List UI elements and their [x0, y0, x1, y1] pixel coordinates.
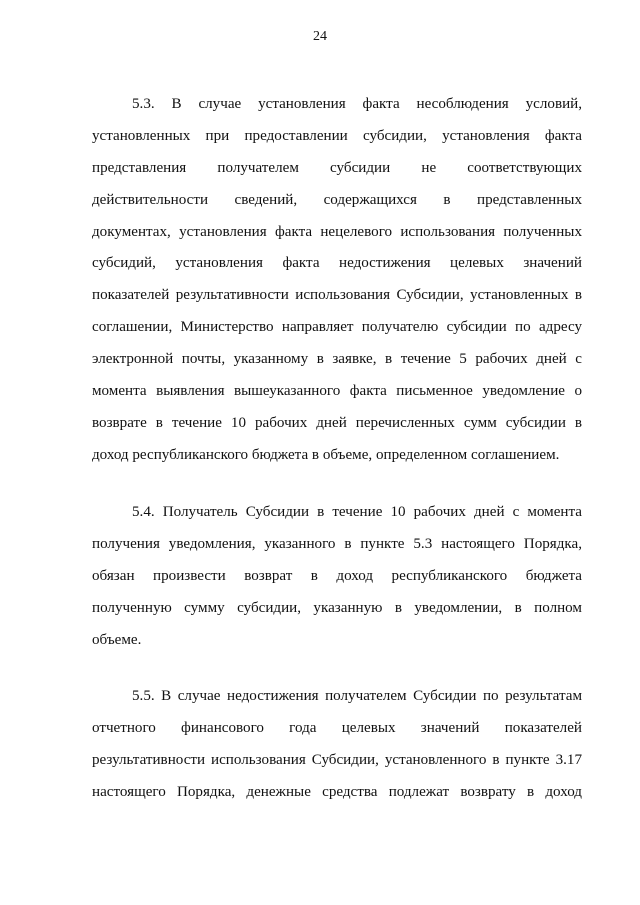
paragraph-line: доход республиканского бюджета в объеме, определенном соглашением. [92, 446, 560, 463]
paragraph-line: 5.3. В случае установления факта несоблюдения условий, [132, 96, 582, 112]
paragraph-line: полученную сумму субсидии, указанную в уведомлении, в полном [92, 599, 582, 616]
page-number: 24 [313, 29, 327, 44]
paragraph-line: 5.5. В случае недостижения получателем Субсидии по результатам [132, 688, 582, 704]
paragraph-line: момента выявления вышеуказанного факта письменное уведомление о [92, 383, 582, 400]
paragraph-line: установленных при предоставлении субсидии, установления факта [92, 127, 582, 144]
paragraph-line: результативности использования Субсидии, установленного в пункте 3.17 [92, 751, 582, 768]
paragraph-line: отчетного финансового года целевых значений показателей [92, 719, 582, 736]
paragraph-5-4 [92, 497, 582, 656]
paragraph-line: показателей результативности использования Субсидии, установленных в [92, 287, 582, 304]
paragraph-line: представления получателем субсидии не соответствующих [92, 159, 582, 176]
paragraph-line: субсидий, установления факта недостижения целевых значений [92, 255, 582, 272]
paragraph-line: соглашении, Министерство направляет получателю субсидии по адресу [92, 319, 582, 336]
paragraph-line: получения уведомления, указанного в пункте 5.3 настоящего Порядка, [92, 535, 582, 552]
paragraph-line: документах, установления факта нецелевого использования полученных [92, 223, 582, 240]
paragraph-line: настоящего Порядка, денежные средства подлежат возврату в доход [92, 783, 582, 800]
paragraph-5-3 [92, 89, 582, 472]
paragraph-line: 5.4. Получатель Субсидии в течение 10 рабочих дней с момента [132, 504, 582, 520]
paragraph-line: электронной почты, указанному в заявке, в течение 5 рабочих дней с [92, 351, 582, 368]
paragraph-line: возврате в течение 10 рабочих дней перечисленных сумм субсидии в [92, 414, 582, 431]
paragraph-line: действительности сведений, содержащихся в представленных [92, 191, 582, 208]
paragraph-line: обязан произвести возврат в доход республиканского бюджета [92, 567, 582, 584]
paragraph-5-5 [92, 681, 582, 809]
paragraph-line: объеме. [92, 631, 142, 648]
